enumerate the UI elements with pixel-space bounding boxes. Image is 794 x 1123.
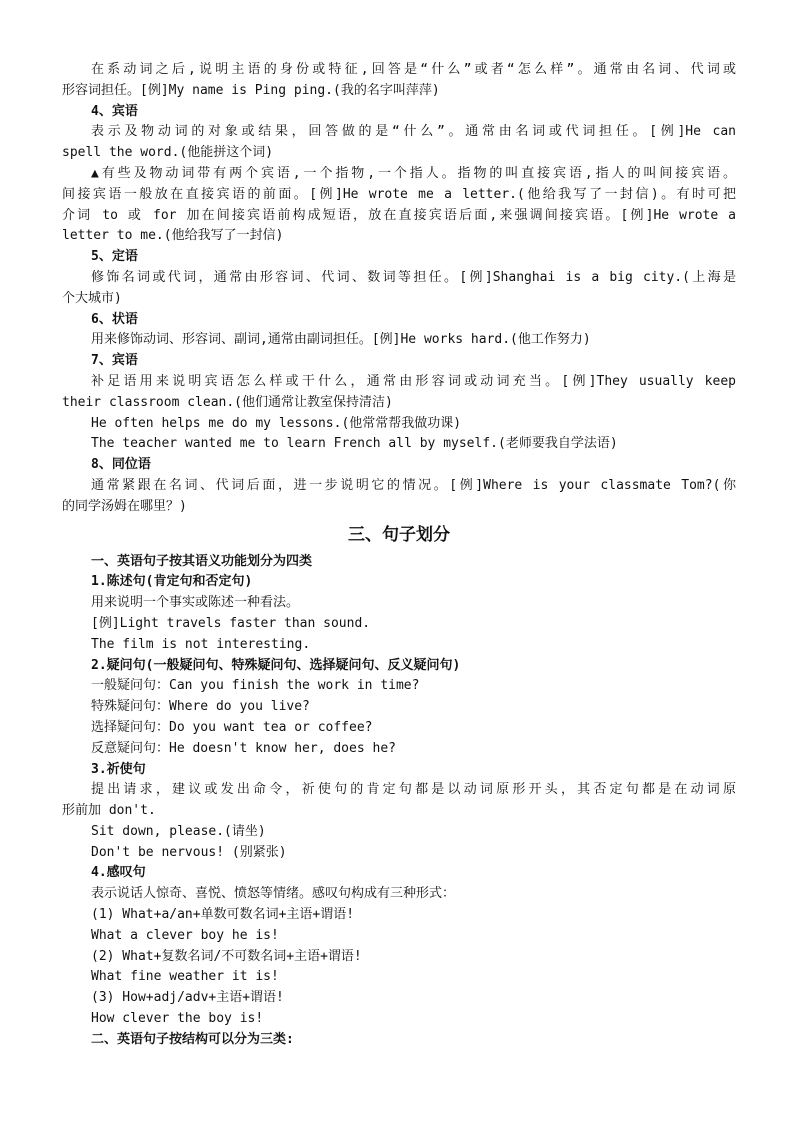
text-line: 修饰名词或代词，通常由形容词、代词、数词等担任。[例]Shanghai is a big city.(上海是 (91, 269, 736, 285)
text-line: What a clever boy he is! (91, 927, 279, 943)
text-line: (1) What+a/an+单数可数名词+主语+谓语! (91, 907, 355, 923)
text-line: He often helps me do my lessons.(他常常帮我做功课) (91, 415, 462, 431)
text-line: 通常紧跟在名词、代词后面，进一步说明它的情况。[例]Where is your classmate Tom?(你 (91, 477, 736, 493)
text-line: 选择疑问句：Do you want tea or coffee? (91, 719, 373, 735)
heading-line: 3.祈使句 (91, 761, 146, 777)
text-line: 一般疑问句：Can you finish the work in time? (91, 678, 420, 694)
heading-line: 2.疑问句(一般疑问句、特殊疑问句、选择疑问句、反义疑问句) (91, 657, 461, 673)
text-line: 个大城市) (62, 290, 122, 306)
heading-line: 1.陈述句(肯定句和否定句) (91, 574, 253, 590)
text-line: 提出请求，建议或发出命令，祈使句的肯定句都是以动词原形开头，其否定句都是在动词原 (91, 782, 736, 798)
text-line: 补足语用来说明宾语怎么样或干什么，通常由形容词或动词充当。[例]They usually keep (91, 373, 736, 389)
text-line: 在系动词之后,说明主语的身份或特征,回答是“什么”或者“怎么样”。通常由名词、代词或 (91, 62, 736, 77)
heading-line: 二、英语句子按结构可以分为三类: (91, 1031, 294, 1047)
text-line: 反意疑问句：He doesn't know her, does he? (91, 740, 396, 756)
text-line: 用来说明一个事实或陈述一种看法。 (91, 595, 300, 611)
document-body (62, 60, 736, 1051)
section-title: 三、句子划分 (348, 524, 450, 545)
text-line: [例]Light travels faster than sound. (91, 615, 371, 631)
text-line: 特殊疑问句：Where do you live? (91, 699, 310, 715)
text-line: Sit down, please.(请坐) (91, 823, 266, 839)
text-line: 表示及物动词的对象或结果，回答做的是“什么”。通常由名词或代词担任。[例]He can (91, 124, 736, 140)
heading-line: 一、英语句子按其语义功能划分为四类 (91, 553, 313, 569)
heading-line: 6、状语 (91, 311, 138, 327)
text-line: 介词 to 或 for 加在间接宾语前构成短语，放在直接宾语后面,来强调间接宾语。[例]He wrote a (62, 207, 736, 223)
text-line: (3) How+adj/adv+主语+谓语! (91, 990, 284, 1006)
text-line: 表示说话人惊奇、喜悦、愤怒等情绪。感叹句构成有三种形式： (91, 886, 456, 902)
text-line: 用来修饰动词、形容词、副词,通常由副词担任。[例]He works hard.(他工作努力) (91, 332, 591, 348)
text-line: 间接宾语一般放在直接宾语的前面。[例]He wrote me a letter.(他给我写了一封信)。有时可把 (62, 186, 736, 202)
heading-line: 4、宾语 (91, 103, 138, 119)
text-line: 的同学汤姆在哪里？) (62, 498, 187, 514)
heading-line: 4.感叹句 (91, 865, 146, 881)
text-line: The teacher wanted me to learn French all by myself.(老师要我自学法语) (91, 436, 618, 452)
text-line: What fine weather it is! (91, 969, 279, 985)
text-line: spell the word.(他能拼这个词) (62, 145, 274, 161)
text-line: 形容词担任。[例]My name is Ping ping.(我的名字叫萍萍) (62, 82, 440, 98)
text-line: ▲有些及物动词带有两个宾语,一个指物,一个指人。指物的叫直接宾语,指人的叫间接宾语。 (91, 165, 736, 181)
text-line: The film is not interesting. (91, 636, 311, 652)
text-line: Don't be nervous! (别紧张) (91, 844, 287, 860)
text-line: letter to me.(他给我写了一封信) (62, 228, 284, 244)
text-line: 形前加 don't. (62, 803, 156, 819)
text-line: (2) What+复数名词/不可数名词+主语+谓语! (91, 948, 362, 964)
heading-line: 5、定语 (91, 249, 138, 265)
heading-line: 8、同位语 (91, 457, 151, 473)
text-line: How clever the boy is! (91, 1011, 264, 1027)
text-line: their classroom clean.(他们通常让教室保持清洁) (62, 394, 393, 410)
heading-line: 7、宾语 (91, 353, 138, 369)
